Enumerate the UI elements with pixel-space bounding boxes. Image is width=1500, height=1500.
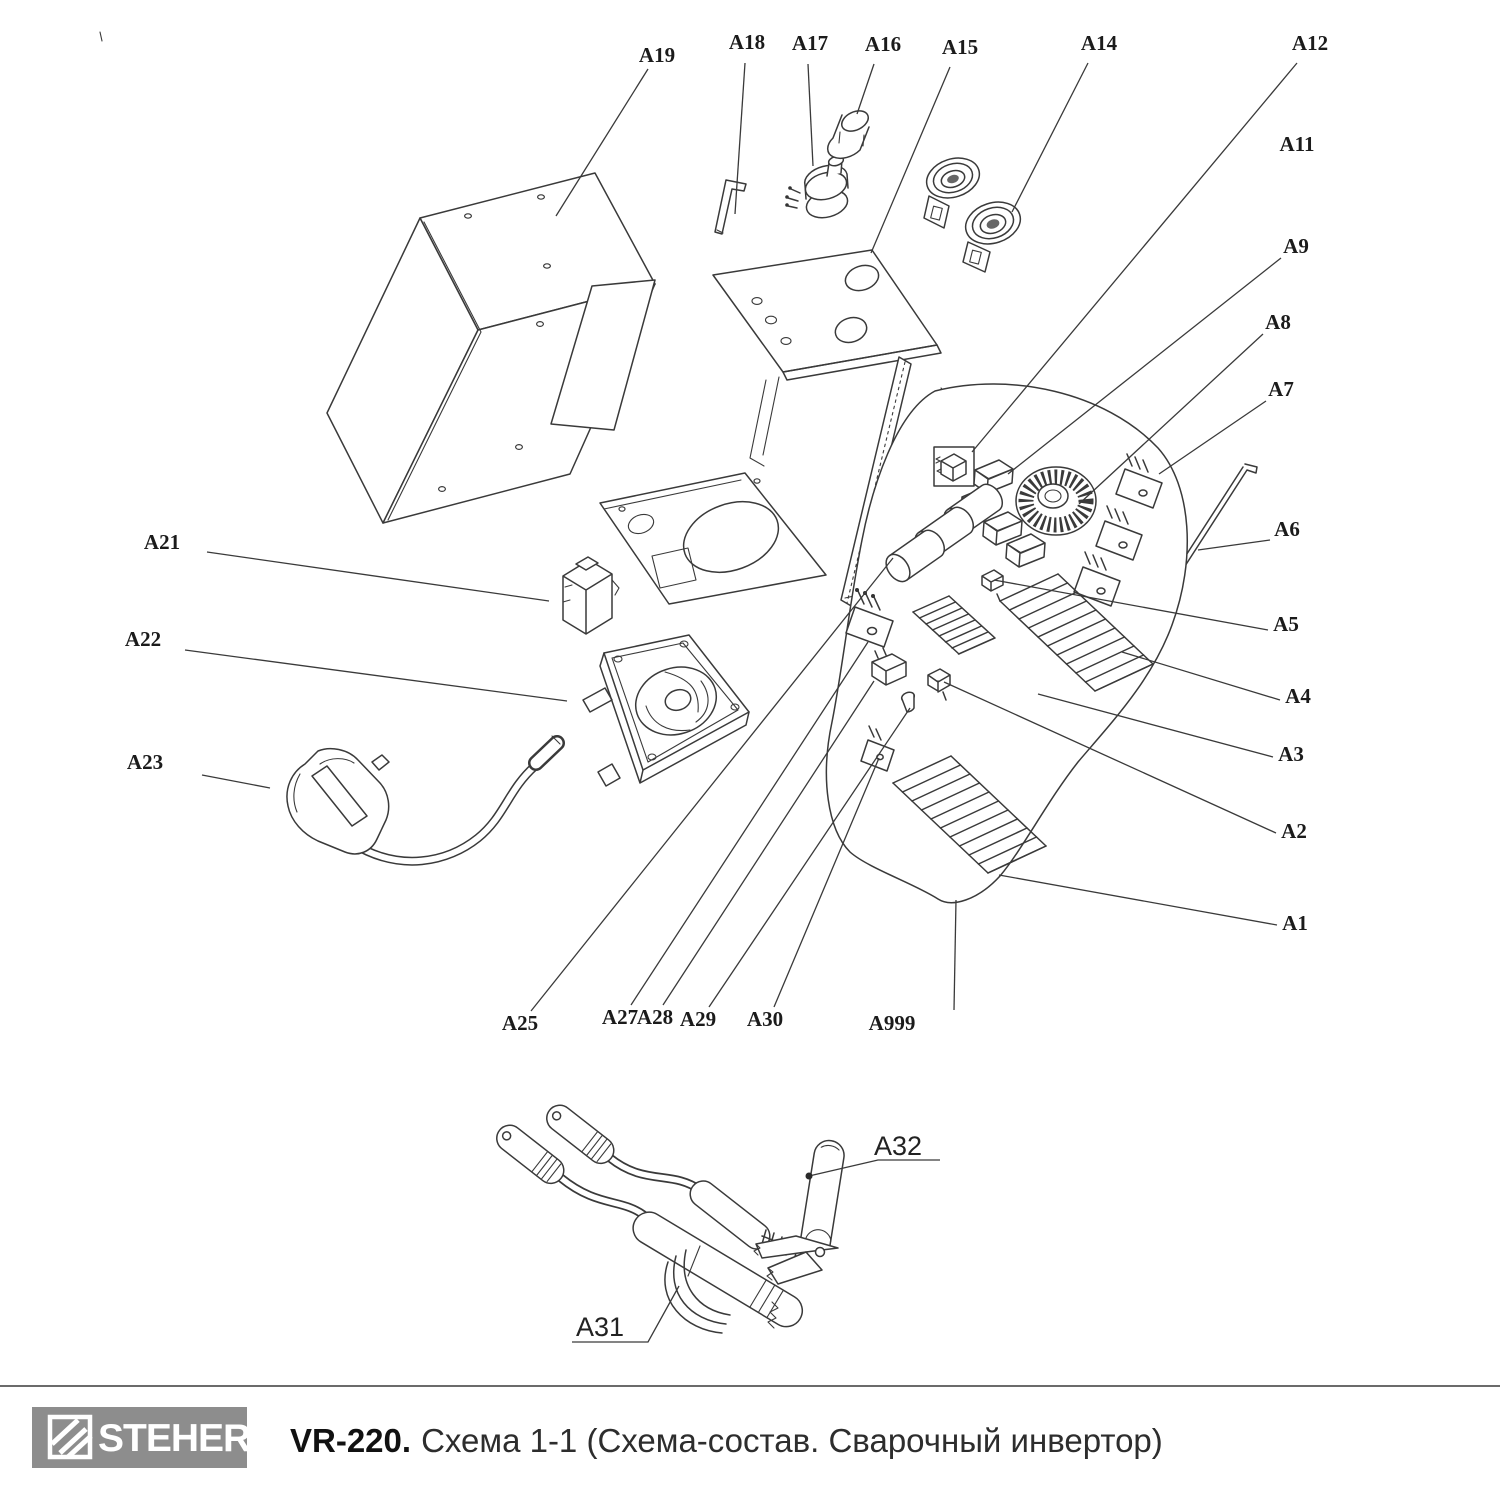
earth-clamp-a32-drawing: [754, 1138, 846, 1284]
part-label-a17: A17: [791, 31, 829, 55]
leader-a14: [1012, 63, 1088, 212]
leader-a21: [207, 552, 549, 601]
part-label-a8: A8: [1265, 310, 1291, 334]
part-label-a15: A15: [941, 35, 979, 59]
part-label-a18: A18: [728, 30, 766, 54]
leader-a12: [972, 63, 1297, 452]
leader-a23: [202, 775, 270, 788]
part-label-a27: A27: [601, 1005, 639, 1029]
scan-mark: [100, 32, 102, 41]
knob-a16-drawing: [828, 107, 872, 158]
part-label-a21: A21: [143, 530, 181, 554]
part-label-a12: A12: [1291, 31, 1329, 55]
part-label-a28: A28: [636, 1005, 674, 1029]
power-plug-a23-drawing: [287, 736, 560, 861]
part-label-a32: A32: [873, 1131, 923, 1161]
footer-model: VR-220.: [290, 1422, 412, 1459]
part-label-a19: A19: [638, 43, 676, 67]
footer: [0, 1386, 1500, 1468]
part-label-a11: A11: [1279, 132, 1315, 156]
leader-a1: [999, 875, 1277, 925]
panel-connectors-a14-drawing: [921, 152, 1025, 272]
part-label-a31: A31: [575, 1312, 625, 1342]
part-label-a3: A3: [1278, 742, 1304, 766]
leader-a17: [808, 64, 813, 166]
part-label-a4: A4: [1285, 684, 1311, 708]
relay-a21-drawing: [563, 557, 619, 634]
part-label-a14: A14: [1080, 31, 1118, 55]
part-label-a25: A25: [501, 1011, 539, 1035]
toroid-a8-drawing: [1016, 467, 1096, 535]
part-label-a29: A29: [679, 1007, 717, 1031]
footer-caption: Схема 1-1 (Схема-состав. Сварочный инвертор): [421, 1422, 1163, 1459]
part-label-a6: A6: [1274, 517, 1300, 541]
leader-a16: [857, 64, 874, 114]
part-label-a2: A2: [1281, 819, 1307, 843]
leader-a7: [1159, 401, 1266, 474]
brand-name: STEHER: [98, 1417, 251, 1460]
part-label-a7: A7: [1268, 377, 1294, 401]
fan-a22-drawing: [583, 635, 749, 786]
part-label-a1: A1: [1282, 911, 1308, 935]
part-label-a30: A30: [746, 1007, 784, 1031]
leader-a22: [185, 650, 567, 701]
bracket-a18-drawing: [715, 180, 746, 234]
part-label-a23: A23: [126, 750, 164, 774]
part-label-a999: A999: [868, 1011, 916, 1035]
part-label-a22: A22: [124, 627, 162, 651]
leader-a999: [954, 900, 956, 1010]
leader-a30: [774, 758, 879, 1007]
part-label-a16: A16: [864, 32, 902, 56]
part-label-a5: A5: [1273, 612, 1299, 636]
footer-title: [290, 1422, 1163, 1459]
part-label-a9: A9: [1283, 234, 1309, 258]
welding-cables-drawing: [492, 1100, 847, 1333]
leader-a6: [1198, 540, 1270, 550]
leader-a32-dot: [806, 1173, 813, 1180]
